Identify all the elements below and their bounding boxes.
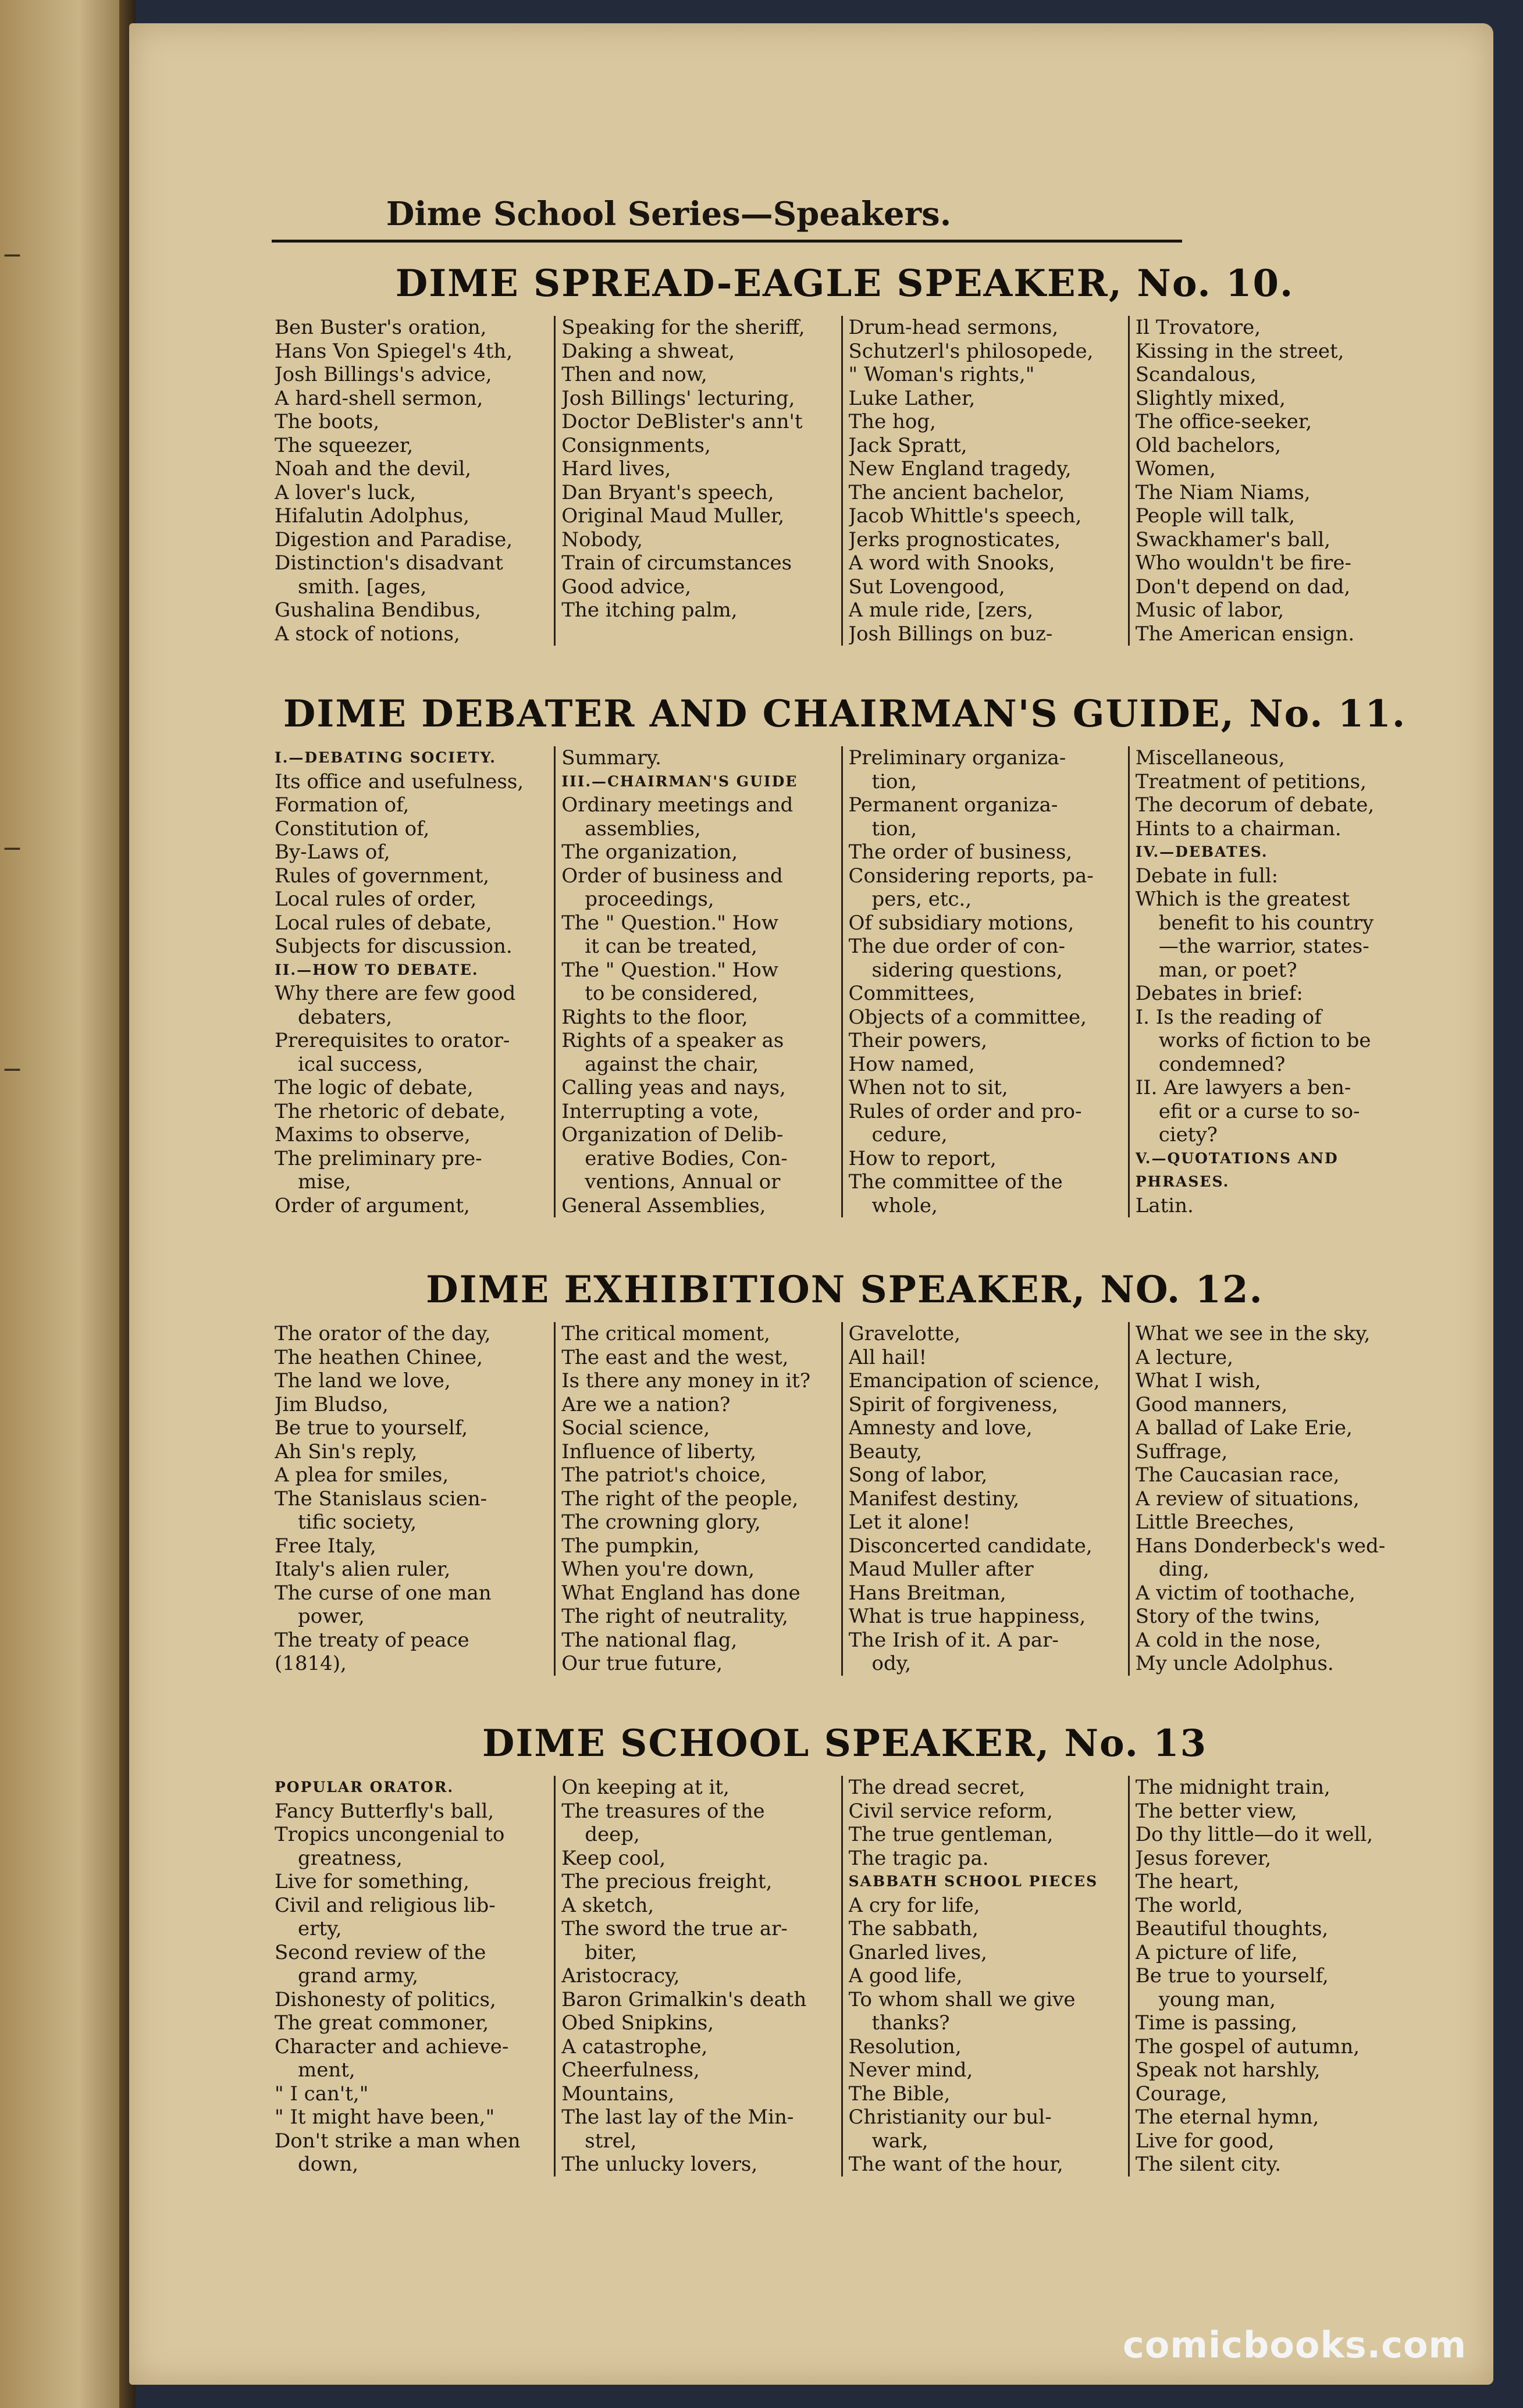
contents-entry: Why there are few good: [275, 982, 516, 1005]
contents-entry: Song of labor,: [848, 1463, 988, 1487]
contents-entry: Debate in full:: [1135, 864, 1279, 888]
contents-entry: it can be treated,: [585, 935, 757, 958]
contents-entry: The " Question." How: [561, 911, 778, 935]
contents-entry: Free Italy,: [275, 1534, 376, 1558]
contents-entry: Maud Muller after: [848, 1558, 1034, 1581]
contents-entry: Rules of government,: [275, 864, 490, 888]
contents-entry: to be considered,: [585, 982, 759, 1005]
contents-entry: The silent city.: [1135, 2153, 1282, 2176]
contents-entry: What we see in the sky,: [1135, 1322, 1371, 1345]
contents-entry: strel,: [585, 2129, 637, 2153]
contents-entry: Organization of Delib-: [561, 1123, 784, 1146]
contents-entry: Permanent organiza-: [848, 793, 1058, 817]
contents-entry: Speaking for the sheriff,: [561, 316, 805, 339]
header-rule: [272, 240, 1182, 243]
contents-entry: mise,: [298, 1170, 351, 1194]
contents-entry: People will talk,: [1135, 504, 1296, 528]
contents-entry: What England has done: [561, 1581, 800, 1605]
contents-entry: What I wish,: [1135, 1369, 1261, 1392]
section-debater-chairmans-guide: [275, 692, 1415, 1217]
contents-entry: The last lay of the Min-: [561, 2106, 794, 2129]
contents-entry: greatness,: [298, 1846, 403, 1870]
contents-entry: How named,: [848, 1052, 975, 1076]
contents-entry: Mountains,: [561, 2082, 675, 2106]
contents-entry: cedure,: [871, 1123, 948, 1146]
contents-entry: The hog,: [848, 410, 936, 433]
contents-entry: Keep cool,: [561, 1846, 666, 1870]
contents-entry: The eternal hymn,: [1135, 2106, 1319, 2129]
contents-entry: Be true to yourself,: [275, 1416, 468, 1440]
contents-entry: tion,: [871, 817, 917, 840]
contents-entry: SABBATH SCHOOL PIECES: [848, 1873, 1098, 1890]
contents-entry: Rights of a speaker as: [561, 1029, 784, 1052]
contents-column: [275, 316, 554, 646]
contents-entry: A word with Snooks,: [848, 551, 1055, 575]
contents-column: [554, 746, 841, 1217]
contents-entry: Amnesty and love,: [848, 1416, 1033, 1440]
contents-entry: Order of business and: [561, 864, 783, 888]
contents-entry: Emancipation of science,: [848, 1369, 1100, 1392]
contents-entry: The right of the people,: [561, 1487, 799, 1511]
contents-column: [1128, 746, 1415, 1217]
contents-entry: Luke Lather,: [848, 386, 976, 410]
contents-entry: The Bible,: [848, 2082, 951, 2106]
contents-entry: Good advice,: [561, 575, 692, 599]
contents-entry: The sabbath,: [848, 1917, 978, 1940]
contents-entry: efit or a curse to so-: [1158, 1099, 1360, 1123]
contents-entry: ventions, Annual or: [585, 1170, 781, 1194]
running-header: Dime School Series—Speakers.: [386, 195, 952, 233]
contents-entry: The tragic pa.: [848, 1846, 989, 1870]
section-school-speaker: [275, 1722, 1415, 2177]
contents-entry: ody,: [871, 1652, 912, 1675]
contents-entry: smith. [ages,: [298, 575, 427, 599]
contents-entry: Josh Billings on buz-: [848, 622, 1053, 646]
contents-entry: tific society,: [298, 1511, 417, 1534]
contents-entry: Influence of liberty,: [561, 1440, 757, 1463]
contents-entry: Then and now,: [561, 363, 707, 386]
contents-entry: Local rules of order,: [275, 888, 477, 911]
contents-entry: A mule ride, [zers,: [848, 599, 1034, 622]
contents-column: [841, 1322, 1128, 1676]
contents-entry: Second review of the: [275, 1940, 486, 1964]
contents-entry: Nobody,: [561, 528, 643, 551]
contents-entry: Rules of order and pro-: [848, 1099, 1082, 1123]
contents-entry: Is there any money in it?: [561, 1369, 811, 1392]
contents-entry: Tropics uncongenial to: [275, 1823, 505, 1846]
contents-entry: Live for something,: [275, 1870, 469, 1893]
contents-entry: Hans Von Spiegel's 4th,: [275, 339, 513, 363]
contents-entry: Resolution,: [848, 2035, 962, 2058]
contents-entry: Ah Sin's reply,: [275, 1440, 418, 1463]
contents-entry: Never mind,: [848, 2058, 973, 2082]
contents-entry: Ordinary meetings and: [561, 793, 793, 817]
contents-entry: To whom shall we give: [848, 1987, 1076, 2011]
contents-entry: ciety?: [1158, 1123, 1218, 1146]
contents-entry: Calling yeas and nays,: [561, 1076, 786, 1099]
contents-entry: Christianity our bul-: [848, 2106, 1052, 2129]
contents-entry: Aristocracy,: [561, 1964, 680, 1987]
contents-entry: The pumpkin,: [561, 1534, 700, 1558]
contents-columns: [275, 1322, 1415, 1676]
contents-entry: Music of labor,: [1135, 599, 1284, 622]
contents-entry: The Niam Niams,: [1135, 480, 1311, 504]
contents-entry: The right of neutrality,: [561, 1605, 788, 1628]
contents-entry: II.—HOW TO DEBATE.: [275, 961, 479, 978]
contents-entry: The ancient bachelor,: [848, 480, 1065, 504]
contents-entry: Formation of,: [275, 793, 410, 817]
contents-entry: Live for good,: [1135, 2129, 1275, 2153]
contents-entry: IV.—DEBATES.: [1135, 843, 1268, 860]
contents-entry: The due order of con-: [848, 935, 1066, 958]
contents-entry: works of fiction to be: [1158, 1029, 1371, 1052]
contents-entry: The " Question." How: [561, 958, 778, 982]
contents-entry: The dread secret,: [848, 1776, 1026, 1799]
contents-entry: POPULAR ORATOR.: [275, 1779, 454, 1796]
contents-entry: Consignments,: [561, 433, 711, 457]
contents-entry: power,: [298, 1605, 365, 1628]
contents-entry: A victim of toothache,: [1135, 1581, 1355, 1605]
contents-entry: Dan Bryant's speech,: [561, 480, 774, 504]
contents-entry: Speak not harshly,: [1135, 2058, 1321, 2082]
contents-entry: When not to sit,: [848, 1076, 1008, 1099]
contents-entry: Story of the twins,: [1135, 1605, 1321, 1628]
contents-entry: A ballad of Lake Erie,: [1135, 1416, 1353, 1440]
contents-entry: By-Laws of,: [275, 840, 390, 864]
contents-entry: A good life,: [848, 1964, 963, 1987]
contents-column: [275, 1322, 554, 1676]
contents-column: [841, 746, 1128, 1217]
contents-column: [275, 1776, 554, 2177]
contents-entry: Jack Spratt,: [848, 433, 967, 457]
contents-entry: " Woman's rights,": [848, 363, 1035, 386]
contents-entry: V.—QUOTATIONS AND: [1135, 1149, 1339, 1167]
contents-entry: Subjects for discussion.: [275, 935, 513, 958]
contents-entry: The logic of debate,: [275, 1076, 474, 1099]
section-title: DIME EXHIBITION SPEAKER, NO. 12.: [426, 1268, 1264, 1312]
contents-entry: thanks?: [871, 2011, 950, 2035]
contents-entry: What is true happiness,: [848, 1605, 1086, 1628]
contents-entry: Social science,: [561, 1416, 710, 1440]
section-title: DIME DEBATER AND CHAIRMAN'S GUIDE, No. 11.: [283, 692, 1407, 736]
contents-entry: The world,: [1135, 1893, 1243, 1917]
contents-entry: Constitution of,: [275, 817, 430, 840]
contents-entry: Civil service reform,: [848, 1799, 1053, 1823]
contents-entry: Hans Donderbeck's wed-: [1135, 1534, 1386, 1558]
contents-entry: Noah and the devil,: [275, 457, 472, 480]
contents-entry: Don't strike a man when: [275, 2129, 521, 2153]
contents-entry: II. Are lawyers a ben-: [1135, 1076, 1351, 1099]
contents-entry: wark,: [871, 2129, 928, 2153]
contents-entry: Time is passing,: [1135, 2011, 1297, 2035]
contents-entry: Are we a nation?: [561, 1392, 731, 1416]
contents-entry: The patriot's choice,: [561, 1463, 767, 1487]
contents-entry: Considering reports, pa-: [848, 864, 1094, 888]
contents-entry: Their powers,: [848, 1029, 988, 1052]
contents-entry: The decorum of debate,: [1135, 793, 1375, 817]
contents-entry: When you're down,: [561, 1558, 755, 1581]
contents-entry: The heart,: [1135, 1870, 1240, 1893]
contents-entry: The committee of the: [848, 1170, 1063, 1194]
contents-entry: The Irish of it. A par-: [848, 1628, 1059, 1652]
contents-entry: Character and achieve-: [275, 2035, 509, 2058]
contents-entry: —the warrior, states-: [1158, 935, 1369, 958]
contents-entry: The east and the west,: [561, 1345, 789, 1369]
contents-entry: Jim Bludso,: [275, 1392, 389, 1416]
section-exhibition-speaker: [275, 1268, 1415, 1676]
contents-column: [554, 1322, 841, 1676]
contents-entry: Interrupting a vote,: [561, 1099, 759, 1123]
contents-column: [554, 316, 841, 646]
contents-entry: Beautiful thoughts,: [1135, 1917, 1329, 1940]
contents-entry: A catastrophe,: [561, 2035, 708, 2058]
contents-entry: A hard-shell sermon,: [275, 386, 483, 410]
contents-entry: Maxims to observe,: [275, 1123, 471, 1146]
contents-entry: Swackhamer's ball,: [1135, 528, 1331, 551]
contents-entry: " It might have been,": [275, 2106, 495, 2129]
contents-entry: The gospel of autumn,: [1135, 2035, 1360, 2058]
contents-entry: Train of circumstances: [561, 551, 792, 575]
contents-entry: against the chair,: [585, 1052, 759, 1076]
contents-entry: New England tragedy,: [848, 457, 1072, 480]
contents-entry: Kissing in the street,: [1135, 339, 1344, 363]
contents-entry: Good manners,: [1135, 1392, 1288, 1416]
contents-entry: Women,: [1135, 457, 1216, 480]
contents-entry: Hifalutin Adolphus,: [275, 504, 469, 528]
contents-entry: condemned?: [1158, 1052, 1286, 1076]
section-title: DIME SPREAD-EAGLE SPEAKER, No. 10.: [395, 262, 1294, 305]
contents-entry: Manifest destiny,: [848, 1487, 1020, 1511]
contents-entry: The Stanislaus scien-: [275, 1487, 487, 1511]
contents-entry: Latin.: [1135, 1194, 1194, 1217]
contents-entry: III.—CHAIRMAN'S GUIDE: [561, 772, 798, 790]
contents-entry: Civil and religious lib-: [275, 1893, 496, 1917]
contents-entry: Obed Snipkins,: [561, 2011, 714, 2035]
contents-entry: Original Maud Muller,: [561, 504, 785, 528]
contents-entry: down,: [298, 2153, 359, 2176]
contents-entry: The want of the hour,: [848, 2153, 1063, 2176]
contents-entry: PHRASES.: [1135, 1173, 1230, 1190]
facing-page-fragment: —: [3, 838, 21, 858]
contents-entry: The heathen Chinee,: [275, 1345, 483, 1369]
contents-entry: Debates in brief:: [1135, 982, 1303, 1005]
contents-columns: [275, 316, 1415, 646]
contents-entry: The curse of one man: [275, 1581, 492, 1605]
contents-entry: The squeezer,: [275, 433, 414, 457]
contents-entry: pers, etc.,: [871, 888, 972, 911]
contents-entry: A cold in the nose,: [1135, 1628, 1321, 1652]
contents-entry: man, or poet?: [1158, 958, 1297, 982]
contents-entry: Courage,: [1135, 2082, 1227, 2106]
contents-entry: Gravelotte,: [848, 1322, 961, 1345]
contents-entry: Don't depend on dad,: [1135, 575, 1351, 599]
contents-entry: Do thy little—do it well,: [1135, 1823, 1373, 1846]
section-spread-eagle-speaker: [275, 262, 1415, 646]
contents-entry: Hints to a chairman.: [1135, 817, 1341, 840]
contents-entry: Which is the greatest: [1135, 888, 1350, 911]
contents-entry: Prerequisites to orator-: [275, 1029, 510, 1052]
contents-entry: My uncle Adolphus.: [1135, 1652, 1334, 1675]
contents-entry: A lover's luck,: [275, 480, 417, 504]
contents-entry: A plea for smiles,: [275, 1463, 449, 1487]
contents-entry: A review of situations,: [1135, 1487, 1360, 1511]
contents-entry: Josh Billings' lecturing,: [561, 386, 795, 410]
contents-entry: Gnarled lives,: [848, 1940, 987, 1964]
contents-columns: [275, 746, 1415, 1217]
contents-entry: Sut Lovengood,: [848, 575, 1005, 599]
contents-entry: A stock of notions,: [275, 622, 460, 646]
contents-entry: Jesus forever,: [1135, 1846, 1272, 1870]
contents-entry: The organization,: [561, 840, 738, 864]
contents-entry: The national flag,: [561, 1628, 738, 1652]
contents-entry: Doctor DeBlister's ann't: [561, 410, 803, 433]
watermark: comicbooks.com: [1123, 2324, 1467, 2366]
contents-entry: whole,: [871, 1194, 938, 1217]
contents-entry: Hans Breitman,: [848, 1581, 1006, 1605]
contents-entry: Gushalina Bendibus,: [275, 599, 481, 622]
contents-entry: Ben Buster's oration,: [275, 316, 487, 339]
contents-entry: Order of argument,: [275, 1194, 470, 1217]
contents-entry: Summary.: [561, 746, 661, 770]
contents-entry: Distinction's disadvant: [275, 551, 503, 575]
contents-entry: The treasures of the: [561, 1799, 765, 1823]
contents-entry: ding,: [1158, 1558, 1209, 1581]
contents-entry: (1814),: [275, 1652, 347, 1675]
contents-entry: assemblies,: [585, 817, 701, 840]
contents-entry: Schutzerl's philosopede,: [848, 339, 1094, 363]
contents-entry: ical success,: [298, 1052, 424, 1076]
contents-entry: ment,: [298, 2058, 355, 2082]
facing-page-fragment: —: [3, 244, 21, 265]
contents-entry: The unlucky lovers,: [561, 2153, 758, 2176]
contents-entry: " I can't,": [275, 2082, 369, 2106]
contents-column: [841, 316, 1128, 646]
contents-entry: Rights to the floor,: [561, 1005, 748, 1029]
contents-entry: Disconcerted candidate,: [848, 1534, 1093, 1558]
contents-entry: The midnight train,: [1135, 1776, 1330, 1799]
contents-entry: The itching palm,: [561, 599, 738, 622]
contents-entry: Local rules of debate,: [275, 911, 492, 935]
contents-entry: tion,: [871, 770, 917, 793]
contents-entry: benefit to his country: [1158, 911, 1374, 935]
section-title: DIME SCHOOL SPEAKER, No. 13: [482, 1722, 1208, 1765]
contents-entry: The precious freight,: [561, 1870, 773, 1893]
contents-entry: Italy's alien ruler,: [275, 1558, 451, 1581]
contents-entry: A cry for life,: [848, 1893, 980, 1917]
contents-entry: General Assemblies,: [561, 1194, 766, 1217]
contents-entry: biter,: [585, 1940, 637, 1964]
contents-entry: The rhetoric of debate,: [275, 1099, 506, 1123]
contents-entry: debaters,: [298, 1005, 393, 1029]
contents-entry: The orator of the day,: [275, 1322, 491, 1345]
facing-page-edge: [0, 0, 131, 2408]
contents-entry: Objects of a committee,: [848, 1005, 1087, 1029]
contents-entry: The preliminary pre-: [275, 1146, 482, 1170]
contents-entry: Our true future,: [561, 1652, 723, 1675]
contents-entry: Scandalous,: [1135, 363, 1257, 386]
contents-entry: Be true to yourself,: [1135, 1964, 1329, 1987]
contents-entry: Fancy Butterfly's ball,: [275, 1799, 494, 1823]
contents-entry: The great commoner,: [275, 2011, 489, 2035]
contents-entry: A sketch,: [561, 1893, 654, 1917]
contents-entry: The boots,: [275, 410, 380, 433]
contents-column: [1128, 1776, 1415, 2177]
contents-entry: Daking a shweat,: [561, 339, 735, 363]
page: [129, 23, 1493, 2385]
contents-entry: Cheerfulness,: [561, 2058, 700, 2082]
contents-entry: The better view,: [1135, 1799, 1297, 1823]
contents-entry: Josh Billings's advice,: [275, 363, 492, 386]
facing-page-fragment: —: [3, 1059, 21, 1079]
contents-column: [1128, 1322, 1415, 1676]
contents-column: [841, 1776, 1128, 2177]
contents-entry: Hard lives,: [561, 457, 671, 480]
contents-entry: Baron Grimalkin's death: [561, 1987, 807, 2011]
contents-entry: Miscellaneous,: [1135, 746, 1285, 770]
contents-entry: A lecture,: [1135, 1345, 1233, 1369]
contents-entry: Who wouldn't be fire-: [1135, 551, 1351, 575]
contents-entry: Little Breeches,: [1135, 1511, 1295, 1534]
contents-entry: Let it alone!: [848, 1511, 971, 1534]
contents-entry: Spirit of forgiveness,: [848, 1392, 1058, 1416]
contents-entry: The office-seeker,: [1135, 410, 1312, 433]
contents-entry: Old bachelors,: [1135, 433, 1282, 457]
contents-entry: Dishonesty of politics,: [275, 1987, 496, 2011]
contents-entry: Slightly mixed,: [1135, 386, 1286, 410]
contents-entry: On keeping at it,: [561, 1776, 730, 1799]
contents-entry: The land we love,: [275, 1369, 451, 1392]
contents-column: [275, 746, 554, 1217]
contents-entry: Treatment of petitions,: [1135, 770, 1367, 793]
contents-entry: Il Trovatore,: [1135, 316, 1261, 339]
contents-entry: The true gentleman,: [848, 1823, 1054, 1846]
contents-entry: The Caucasian race,: [1135, 1463, 1340, 1487]
contents-entry: The sword the true ar-: [561, 1917, 788, 1940]
contents-entry: Drum-head sermons,: [848, 316, 1059, 339]
contents-entry: The order of business,: [848, 840, 1073, 864]
contents-entry: The American ensign.: [1135, 622, 1355, 646]
contents-entry: Digestion and Paradise,: [275, 528, 513, 551]
contents-entry: proceedings,: [585, 888, 714, 911]
contents-entry: sidering questions,: [871, 958, 1063, 982]
contents-entry: Its office and usefulness,: [275, 770, 524, 793]
contents-entry: deep,: [585, 1823, 640, 1846]
contents-entry: Jerks prognosticates,: [848, 528, 1061, 551]
contents-column: [1128, 316, 1415, 646]
contents-entry: The treaty of peace: [275, 1628, 469, 1652]
contents-entry: Jacob Whittle's speech,: [848, 504, 1082, 528]
contents-entry: Beauty,: [848, 1440, 922, 1463]
contents-entry: erty,: [298, 1917, 342, 1940]
contents-entry: Committees,: [848, 982, 976, 1005]
contents-entry: Of subsidiary motions,: [848, 911, 1074, 935]
contents-entry: Preliminary organiza-: [848, 746, 1066, 770]
contents-entry: I.—DEBATING SOCIETY.: [275, 749, 496, 766]
contents-entry: grand army,: [298, 1964, 419, 1987]
contents-columns: [275, 1776, 1415, 2177]
contents-entry: The critical moment,: [561, 1322, 770, 1345]
contents-entry: A picture of life,: [1135, 1940, 1298, 1964]
contents-entry: All hail!: [848, 1345, 927, 1369]
contents-entry: I. Is the reading of: [1135, 1005, 1322, 1029]
contents-entry: How to report,: [848, 1146, 997, 1170]
contents-column: [554, 1776, 841, 2177]
contents-entry: The crowning glory,: [561, 1511, 761, 1534]
contents-entry: young man,: [1158, 1987, 1276, 2011]
contents-entry: erative Bodies, Con-: [585, 1146, 788, 1170]
contents-entry: Suffrage,: [1135, 1440, 1228, 1463]
